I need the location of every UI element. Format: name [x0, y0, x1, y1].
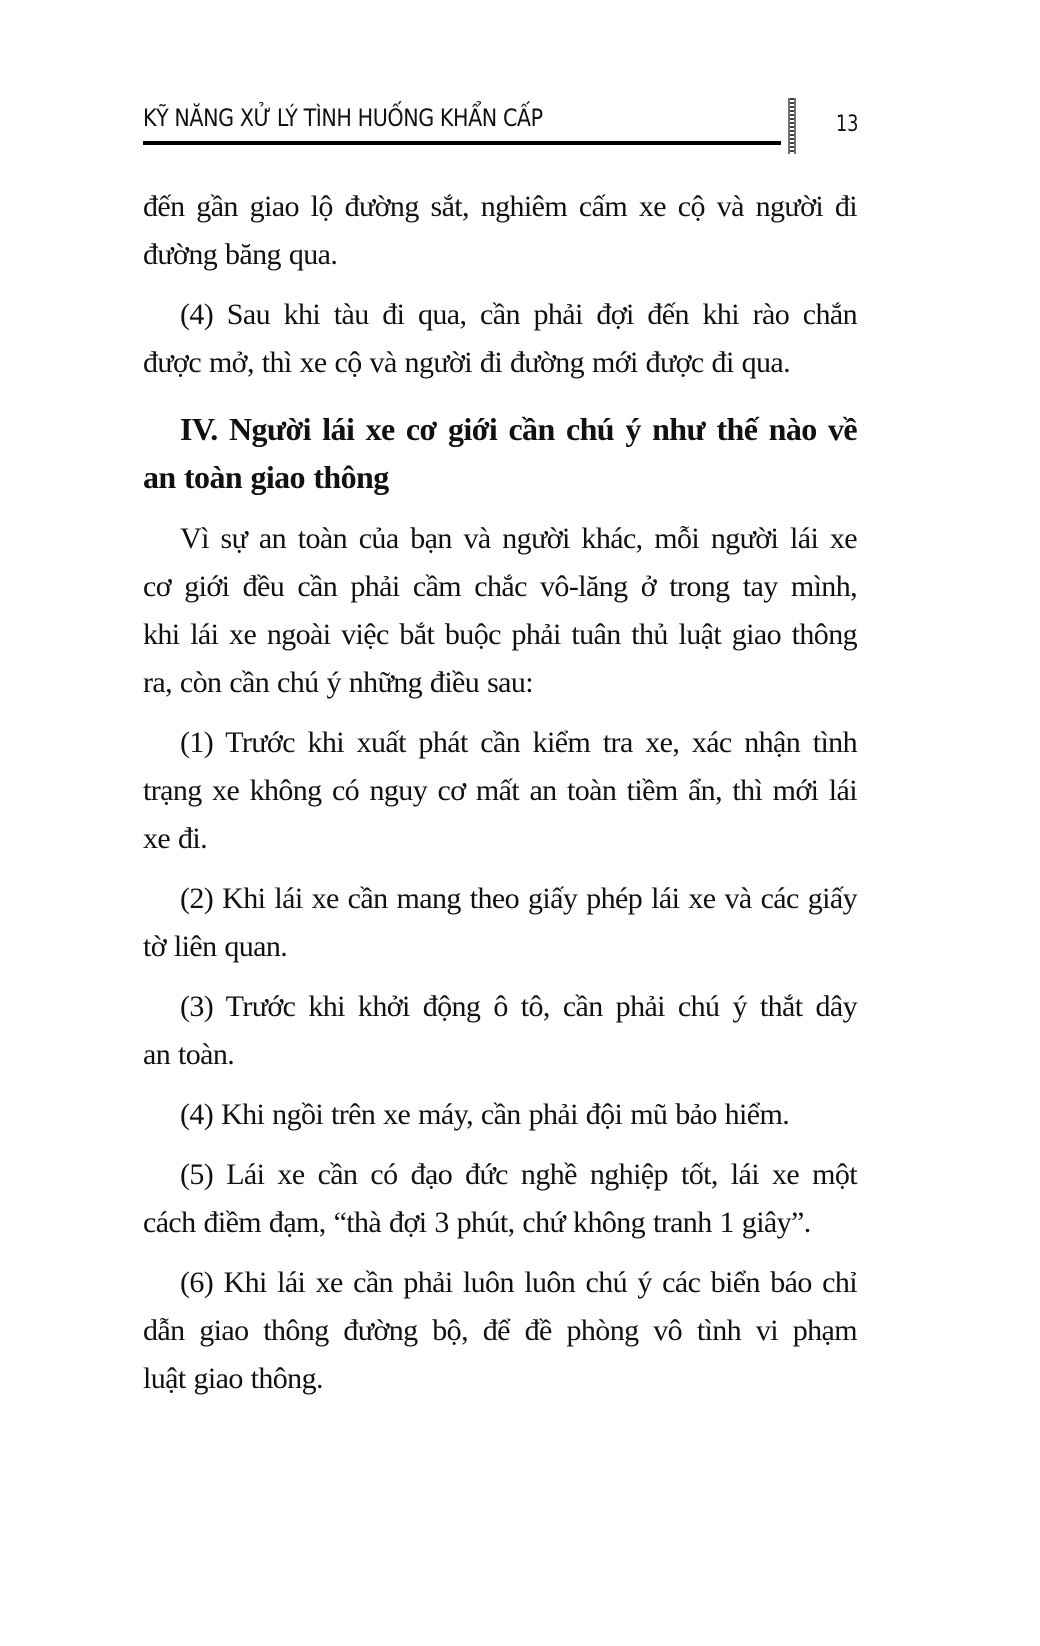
header-rule — [143, 141, 781, 145]
paragraph — [143, 1091, 857, 1139]
text-line: ra, còn cần chú ý những điều sau: — [143, 666, 534, 699]
paragraph — [143, 1259, 857, 1403]
paragraph — [143, 183, 857, 279]
paragraph — [143, 983, 857, 1079]
text-line: dẫn giao thông đường bộ, để đề phòng vô tình vi phạm — [143, 1314, 857, 1347]
text-line: đến gần giao lộ đường sắt, nghiêm cấm xe cộ và người đi — [143, 190, 857, 223]
text-line: tờ liên quan. — [143, 930, 288, 963]
text-line: (5) Lái xe cần có đạo đức nghề nghiệp tốt, lái xe một — [180, 1158, 857, 1191]
paragraph — [143, 1151, 857, 1247]
text-line: (2) Khi lái xe cần mang theo giấy phép lái xe và các giấy — [180, 882, 857, 915]
text-line: (3) Trước khi khởi động ô tô, cần phải chú ý thắt dây — [180, 990, 857, 1023]
paragraph — [143, 515, 857, 707]
text-line: cơ giới đều cần phải cầm chắc vô-lăng ở trong tay mình, — [143, 570, 857, 603]
text-line: luật giao thông. — [143, 1362, 323, 1395]
text-line: được mở, thì xe cộ và người đi đường mới được đi qua. — [143, 346, 790, 379]
heading-line: an toàn giao thông — [143, 459, 389, 495]
paragraph — [143, 291, 857, 387]
running-title: KỸ NĂNG XỬ LÝ TÌNH HUỐNG KHẨN CẤP — [143, 104, 543, 132]
running-header — [143, 100, 783, 140]
paragraph — [143, 875, 857, 971]
text-line: trạng xe không có nguy cơ mất an toàn tiềm ẩn, thì mới lái — [143, 774, 857, 807]
text-line: (1) Trước khi xuất phát cần kiểm tra xe, xác nhận tình — [180, 726, 857, 759]
page-number: 13 — [836, 112, 859, 137]
heading-line: IV. Người lái xe cơ giới cần chú ý như thế nào về — [180, 411, 857, 447]
paragraph — [143, 719, 857, 863]
text-line: đường băng qua. — [143, 238, 338, 271]
text-line: (6) Khi lái xe cần phải luôn luôn chú ý các biển báo chỉ — [180, 1266, 857, 1299]
text-line: cách điềm đạm, “thà đợi 3 phút, chứ không tranh 1 giây”. — [143, 1206, 811, 1239]
page-body — [143, 183, 857, 1415]
text-line: (4) Sau khi tàu đi qua, cần phải đợi đến khi rào chắn — [180, 298, 857, 331]
text-line: Vì sự an toàn của bạn và người khác, mỗi người lái xe — [180, 522, 857, 555]
text-line: khi lái xe ngoài việc bắt buộc phải tuân thủ luật giao thông — [143, 618, 857, 651]
text-line: an toàn. — [143, 1038, 235, 1071]
braid-divider-icon — [788, 98, 796, 154]
section-heading — [143, 405, 857, 501]
text-line: (4) Khi ngồi trên xe máy, cần phải đội mũ bảo hiểm. — [180, 1098, 790, 1131]
text-line: xe đi. — [143, 822, 208, 855]
